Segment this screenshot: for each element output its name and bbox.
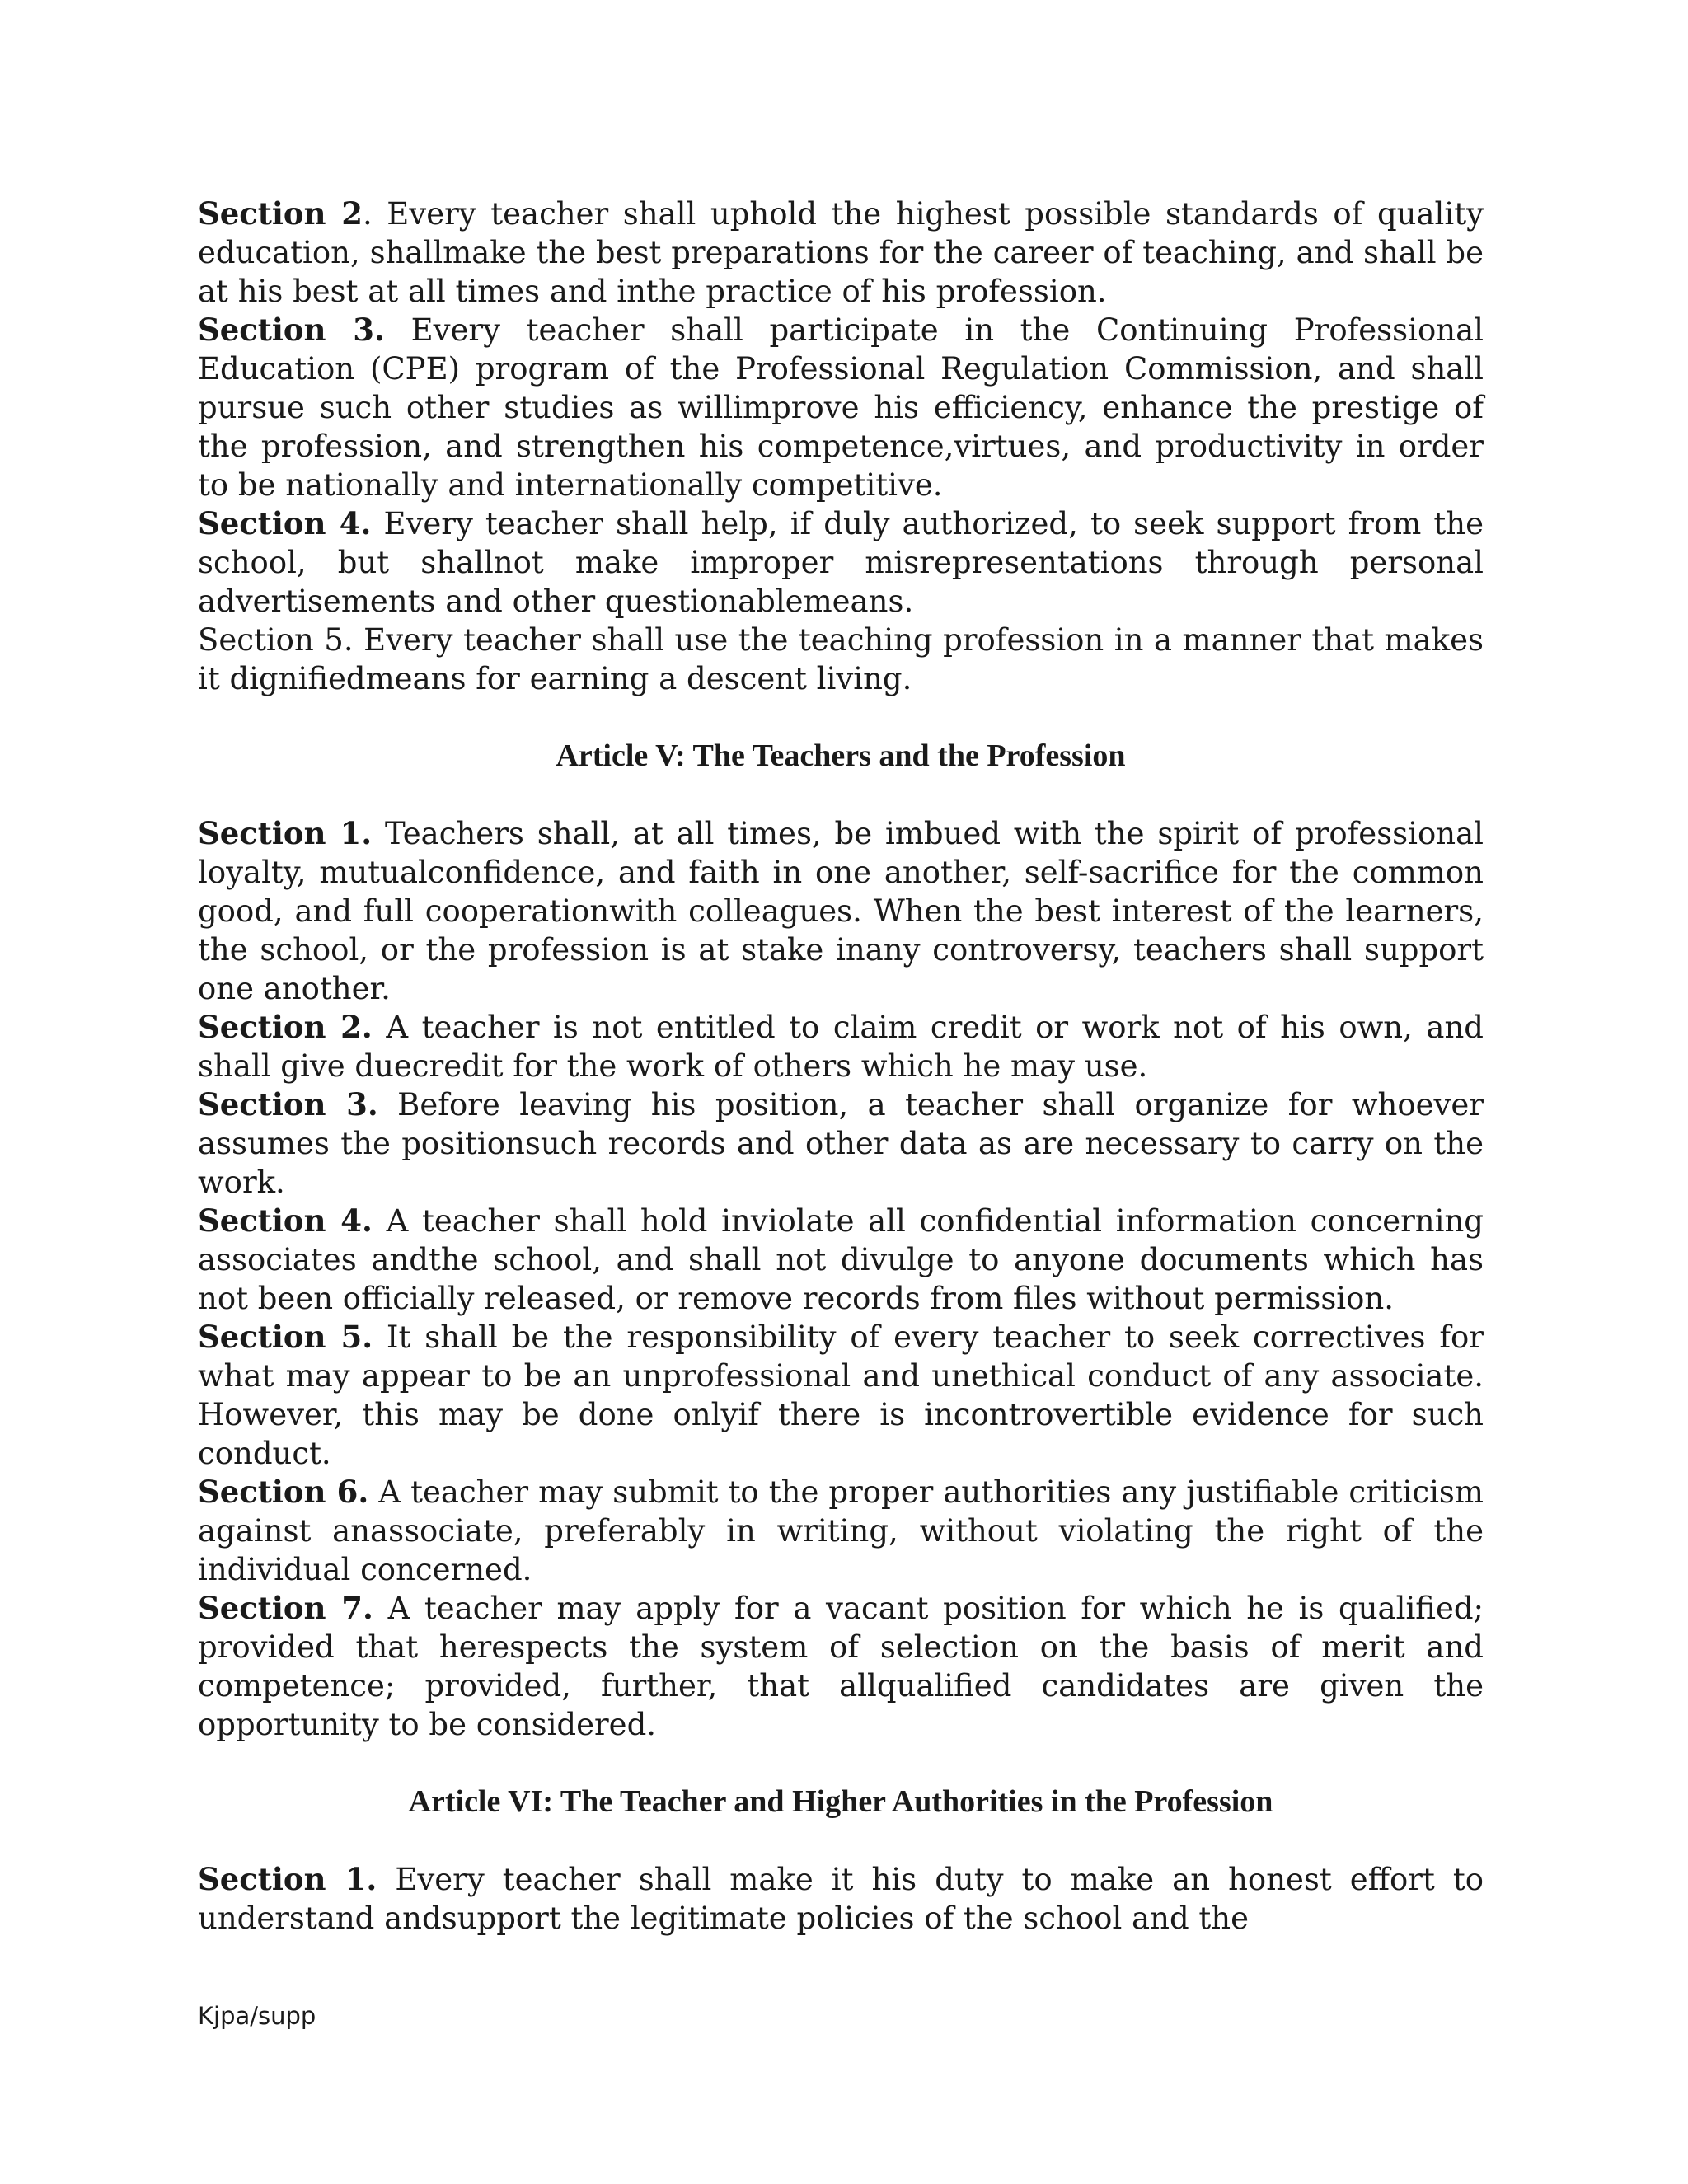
section-label: Section 5.	[198, 1319, 373, 1355]
page-footer: Kjpa/supp	[198, 2002, 316, 2030]
section-text: Every teacher shall use the teaching profession in a manner that makes it dignifiedmeans for earning a descent living.	[198, 622, 1484, 696]
section-text: Every teacher shall help, if duly authorized, to seek support from the school, but shallnot make improper misrepresentations through personal advertisements and other questionablemeans.	[198, 506, 1484, 619]
section-paragraph	[198, 1589, 1484, 1744]
section-paragraph	[198, 814, 1484, 1008]
section-paragraph	[198, 1473, 1484, 1589]
section-label: Section 6.	[198, 1474, 369, 1510]
section-label: Section 4.	[198, 1202, 373, 1239]
section-label: Section 2	[198, 195, 363, 232]
section-text: Every teacher shall make it his duty to make an honest effort to understand andsupport the legitimate policies of the school and the	[198, 1862, 1484, 1936]
section-label: Section 1.	[198, 1861, 377, 1897]
section-label: Section 3.	[198, 1086, 378, 1122]
section-paragraph	[198, 1860, 1484, 1938]
section-paragraph	[198, 1008, 1484, 1085]
section-label: Section 4.	[198, 505, 372, 541]
section-text: It shall be the responsibility of every teacher to seek correctives for what may appear to be an unprofessional and unethical conduct of any associate. However, this may be done onlyif there is incontrovertible evidence for such conduct.	[198, 1319, 1484, 1471]
section-text: A teacher shall hold inviolate all confidential information concerning associates andthe school, and shall not divulge to anyone documents which has not been officially released, or remove records from files without permission.	[198, 1203, 1484, 1316]
section-label: Section 7.	[198, 1590, 373, 1626]
article-heading: Article VI: The Teacher and Higher Authorities in the Profession	[408, 1784, 1273, 1819]
section-text: A teacher may apply for a vacant position for which he is qualified; provided that herespects the system of selection on the basis of merit and competence; provided, further, that allqualified candidates are given the opportunity to be considered.	[198, 1591, 1484, 1742]
section-text: Every teacher shall participate in the Continuing Professional Education (CPE) program of the Professional Regulation Commission, and shall pursue such other studies as willimprove his efficiency, enhance the prestige of the profession, and strengthen his competence,virtues, and productivity in order to be nationally and internationally competitive.	[198, 312, 1484, 503]
section-text: Before leaving his position, a teacher shall organize for whoever assumes the positionsuch records and other data as are necessary to carry on the work.	[198, 1087, 1484, 1200]
section-label: Section 5.	[198, 622, 354, 658]
section-paragraph	[198, 1085, 1484, 1202]
section-paragraph	[198, 194, 1484, 311]
section-text: A teacher is not entitled to claim credit or work not of his own, and shall give duecredit for the work of others which he may use.	[198, 1010, 1484, 1084]
section-paragraph	[198, 504, 1484, 621]
section-paragraph	[198, 1202, 1484, 1318]
document-body	[198, 194, 1484, 1938]
article-heading: Article V: The Teachers and the Profession	[556, 738, 1126, 773]
section-label: Section 1.	[198, 815, 373, 851]
section-text: Teachers shall, at all times, be imbued with the spirit of professional loyalty, mutualconfidence, and faith in one another, self-sacrifice for the common good, and full cooperationwith colleagues. When the best interest of the learners, the school, or the profession is at stake inany controversy, teachers shall support one another.	[198, 816, 1484, 1006]
section-paragraph	[198, 311, 1484, 504]
section-text: A teacher may submit to the proper authorities any justifiable criticism against anassociate, preferably in writing, without violating the right of the individual concerned.	[198, 1474, 1484, 1587]
section-label: Section 2.	[198, 1009, 373, 1045]
section-label: Section 3.	[198, 312, 385, 348]
section-text: . Every teacher shall uphold the highest possible standards of quality education, shallmake the best preparations for the career of teaching, and shall be at his best at all times and inthe practice of his profession.	[198, 196, 1484, 309]
section-paragraph	[198, 1318, 1484, 1473]
section-paragraph	[198, 621, 1484, 698]
